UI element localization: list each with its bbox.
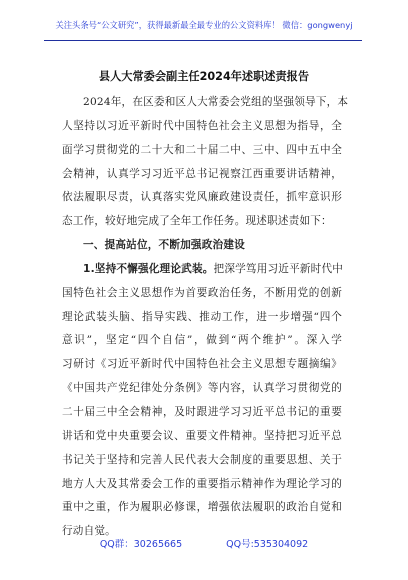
body-line: 二十届三中全会精神，及时跟进学习习近平总书记的重要 — [62, 405, 342, 418]
body-line: 书记关于坚持和完善人民代表大会制度的重要思想、关于 — [62, 453, 342, 466]
body-line — [62, 258, 342, 282]
body-line: 面学习贯彻党的二十大和二十届二中、三中、四中五中全 — [62, 143, 342, 156]
body-line: 行动自觉。 — [62, 525, 116, 538]
body-line: 人坚持以习近平新时代中国特色社会主义思想为指导，全 — [62, 119, 342, 132]
body-line: 重中之重，作为履职必修课，增强依法履职的政治自觉和 — [62, 501, 342, 514]
body-line: 讲话和党中央重要会议、重要文件精神。坚持把习近平总 — [62, 429, 342, 442]
body-line: 《中国共产党纪律处分条例》等内容，认真学习贯彻党的 — [62, 382, 342, 395]
document-body — [62, 91, 349, 544]
body-text: 把深学笃用习近平新时代中 — [213, 262, 344, 275]
body-line: 国特色社会主义思想作为首要政治任务，不断用党的创新 — [62, 286, 342, 299]
header-divider — [44, 40, 362, 41]
body-line: 会精神，认真学习习近平总书记视察江西重要讲话精神， — [62, 167, 342, 180]
body-line: 2024年，在区委和区人大常委会党组的坚强领导下，本 — [83, 96, 349, 108]
body-line: 习研讨《习近平新时代中国特色社会主义思想专题摘编》 — [62, 358, 342, 371]
page-footer — [0, 536, 408, 550]
body-line: 理论武装头脑、指导实践、推动工作，进一步增强“四个 — [62, 310, 342, 323]
page-header: 关注头条号“公文研究”，获得最新最全最专业的公文资料库！ 微信：gongwenyj — [55, 20, 353, 30]
footer-qq-group: QQ群：30265665 — [99, 539, 183, 550]
body-line: 依法履职尽责，认真落实党风廉政建设责任，抓牢意识形 — [62, 191, 342, 204]
document-title: 县人大常委会副主任2024年述职述责报告 — [98, 70, 310, 83]
subsection-lead: 1.坚持不懈强化理论武装。 — [83, 262, 214, 275]
body-line: 地方人大及其常委会工作的重要指示精神作为理论学习的 — [62, 477, 342, 490]
footer-qq-number: QQ号:535304092 — [226, 539, 309, 550]
body-line: 态工作，较好地完成了全年工作任务。现述职述责如下： — [62, 215, 332, 228]
section-heading: 一、提高站位，不断加强政治建设 — [83, 239, 245, 252]
body-line: 意识”，坚定“四个自信”，做到“两个维护”。深入学 — [62, 334, 342, 347]
